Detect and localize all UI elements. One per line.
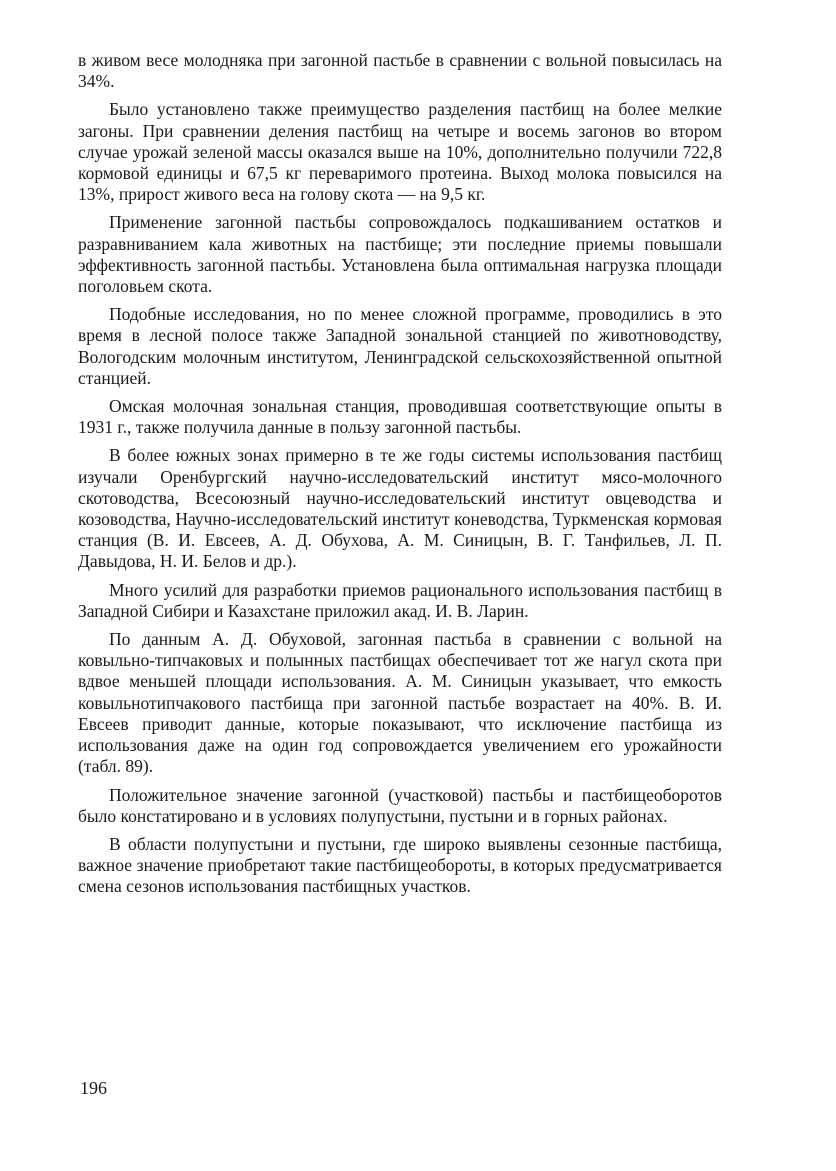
paragraph-8: По данным А. Д. Обуховой, загонная пастьба в сравнении с вольной на ковыльно-типчаковых и полынных пастбищах обеспечивает тот же нагул скота при вдвое меньшей площади использования. А. М. Синицын указывает, что емкость ковыльнотипчакового пастбища при загонной пастьбе возрастает на 40%. В. И. Евсеев приводит данные, которые показывают, что исключение пастбища из использования даже на один год сопровождается увеличением его урожайности (табл. 89).: [78, 629, 722, 777]
paragraph-3: Применение загонной пастьбы сопровождалось подкашиванием остатков и разравниванием кала животных на пастбище; эти последние приемы повышали эффективность загонной пастьбы. Установлена была оптимальная нагрузка площади поголовьем скота.: [78, 212, 722, 297]
paragraph-9: Положительное значение загонной (участковой) пастьбы и пастбищеоборотов было констатировано и в условиях полупустыни, пустыни и в горных районах.: [78, 784, 722, 826]
paragraph-1: в живом весе молодняка при загонной пастьбе в сравнении с вольной повысилась на 34%.: [78, 50, 722, 92]
paragraph-2: Было установлено также преимущество разделения пастбищ на более мелкие загоны. При сравнении деления пастбищ на четыре и восемь загонов во втором случае урожай зеленой массы оказался выше на 10%, дополнительно получили 722,8 кормовой единицы и 67,5 кг переваримого протеина. Выход молока повысился на 13%, прирост живого веса на голову скота — на 9,5 кг.: [78, 99, 722, 205]
paragraph-4: Подобные исследования, но по менее сложной программе, проводились в это время в лесной полосе также Западной зональной станцией по животноводству, Вологодским молочным институтом, Ленинградской сельскохозяйственной опытной станцией.: [78, 304, 722, 388]
page-body: [78, 50, 722, 1130]
page-number: 196: [80, 1078, 107, 1098]
paragraph-10: В области полупустыни и пустыни, где широко выявлены сезонные пастбища, важное значение приобретают такие пастбищеобороты, в которых предусматривается смена сезонов использования пастбищных участков.: [78, 833, 722, 897]
paragraph-5: Омская молочная зональная станция, проводившая соответствующие опыты в 1931 г., также получила данные в пользу загонной пастьбы.: [78, 396, 722, 438]
paragraph-7: Много усилий для разработки приемов рационального использования пастбищ в Западной Сибири и Казахстане приложил акад. И. В. Ларин.: [78, 579, 722, 621]
paragraph-6: В более южных зонах примерно в те же годы системы использования пастбищ изучали Оренбургский научно-исследовательский институт мясо-молочного скотоводства, Всесоюзный научно-исследовательский институт овцеводства и козоводства, Научно-исследовательский институт коневодства, Туркменская кормовая станция (В. И. Евсеев, А. Д. Обухова, А. М. Синицын, В. Г. Танфильев, Л. П. Давыдова, Н. И. Белов и др.).: [78, 445, 722, 572]
